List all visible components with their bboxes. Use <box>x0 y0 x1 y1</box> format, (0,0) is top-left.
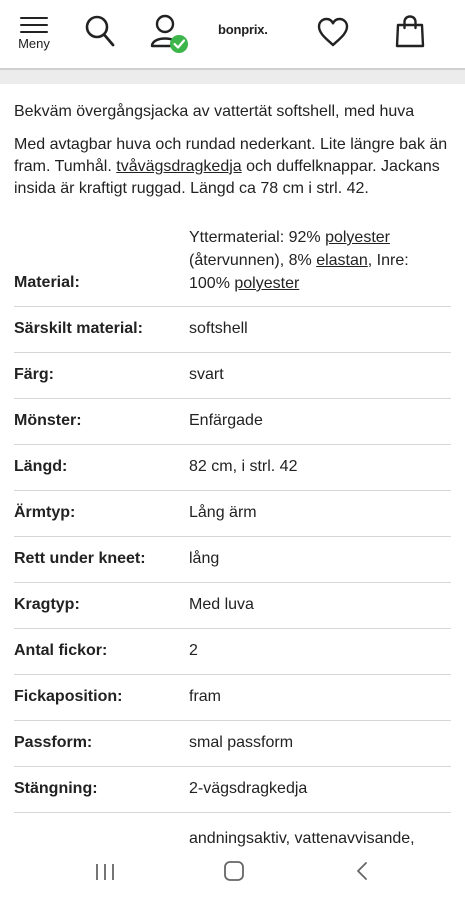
header <box>0 0 465 68</box>
spec-label: Ärmtyp: <box>14 504 76 521</box>
spec-value: smal passform <box>189 734 294 751</box>
spec-value-text: Yttermaterial: 92% <box>189 229 326 246</box>
spec-value: lång <box>189 550 220 567</box>
spec-label: Stängning: <box>14 780 98 797</box>
spec-value: Lång ärm <box>189 504 257 521</box>
link-tvavagsdragkedja[interactable]: tvåvägsdragkedja <box>116 158 242 175</box>
spec-label: Särskilt material: <box>14 320 143 337</box>
spec-row <box>14 675 451 721</box>
spec-row <box>14 491 451 537</box>
spec-row <box>14 767 451 813</box>
check-badge-icon <box>170 35 188 53</box>
spec-label: Mönster: <box>14 412 82 429</box>
spec-label: Längd: <box>14 458 68 475</box>
spec-label: Antal fickor: <box>14 642 108 659</box>
menu-button[interactable] <box>14 14 54 54</box>
spec-value: fram <box>189 688 221 705</box>
shopping-bag-icon[interactable] <box>394 14 426 48</box>
header-divider <box>0 68 465 84</box>
link-elastan[interactable]: elastan <box>316 252 368 269</box>
home-icon[interactable] <box>223 860 245 882</box>
bonprix-logo[interactable]: bonprix. <box>218 22 268 37</box>
user-icon[interactable] <box>148 12 190 54</box>
link-polyester[interactable]: polyester <box>234 275 300 292</box>
spec-row <box>14 353 451 399</box>
details-text: Med avtagbar huva och rundad nederkant. Lite längre bak än fram. Tumhål. <box>14 136 448 175</box>
product-details <box>14 134 451 200</box>
system-navigation-bar <box>0 848 465 900</box>
spec-value: svart <box>189 366 224 383</box>
spec-label: Material: <box>14 274 80 291</box>
search-icon[interactable] <box>84 14 116 48</box>
spec-row <box>14 537 451 583</box>
spec-row <box>14 307 451 353</box>
spec-row-material <box>14 226 451 307</box>
spec-value: 2 <box>189 642 198 659</box>
spec-row <box>14 583 451 629</box>
link-polyester[interactable]: polyester <box>325 229 390 246</box>
product-headline: Bekväm övergångsjacka av vattertät softshell, med huva <box>14 103 415 120</box>
spec-value: andningsaktiv, vattenavvisande, <box>189 830 415 847</box>
specs-table <box>14 226 451 861</box>
spec-label: Passform: <box>14 734 93 751</box>
spec-row <box>14 399 451 445</box>
spec-row <box>14 445 451 491</box>
spec-label: Kragtyp: <box>14 596 80 613</box>
menu-icon <box>20 17 48 38</box>
spec-value: Med luva <box>189 596 254 613</box>
spec-value: 82 cm, i strl. 42 <box>189 458 298 475</box>
spec-value: Enfärgade <box>189 412 263 429</box>
spec-value: 2-vägsdragkedja <box>189 780 308 797</box>
spec-value: softshell <box>189 320 248 337</box>
spec-label: Rett under kneet: <box>14 550 146 567</box>
spec-row <box>14 629 451 675</box>
back-icon[interactable] <box>355 860 369 882</box>
spec-value-text: , Inre: 100% <box>189 252 409 292</box>
details-text: och duffelknappar. Jackans insida är kraftigt ruggad. Längd ca 78 cm i strl. 42. <box>14 158 440 197</box>
product-description <box>14 100 451 200</box>
menu-label: Meny <box>18 36 50 51</box>
spec-value <box>189 226 451 295</box>
spec-row <box>14 721 451 767</box>
spec-label: Färg: <box>14 366 54 383</box>
spec-value-text: (återvunnen), 8% <box>189 252 317 269</box>
heart-icon[interactable] <box>316 16 350 48</box>
recent-apps-icon[interactable] <box>94 862 116 882</box>
spec-label: Fickaposition: <box>14 688 123 705</box>
